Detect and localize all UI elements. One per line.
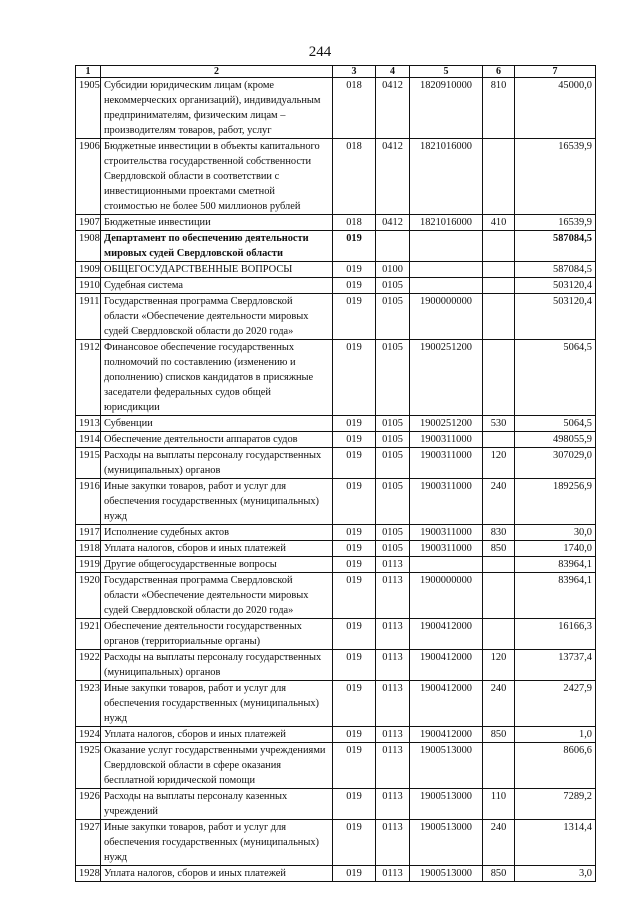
row-ministry-code: 019 — [333, 681, 376, 727]
column-header-6: 6 — [483, 66, 515, 78]
table-row — [76, 525, 596, 541]
row-target-article-code: 1821016000 — [410, 215, 483, 231]
row-name: Обеспечение деятельности аппаратов судов — [101, 432, 333, 448]
row-section-code: 0113 — [376, 866, 410, 882]
row-number: 1923 — [76, 681, 101, 727]
row-name: Уплата налогов, сборов и иных платежей — [101, 866, 333, 882]
row-target-article-code — [410, 262, 483, 278]
row-ministry-code: 019 — [333, 231, 376, 262]
row-target-article-code: 1900000000 — [410, 294, 483, 340]
row-section-code: 0113 — [376, 820, 410, 866]
row-name: Уплата налогов, сборов и иных платежей — [101, 541, 333, 557]
row-section-code: 0412 — [376, 215, 410, 231]
row-target-article-code: 1900311000 — [410, 541, 483, 557]
row-name: Субвенции — [101, 416, 333, 432]
row-expense-type-code: 830 — [483, 525, 515, 541]
row-ministry-code: 019 — [333, 557, 376, 573]
row-number: 1910 — [76, 278, 101, 294]
row-target-article-code: 1900251200 — [410, 340, 483, 416]
row-number: 1927 — [76, 820, 101, 866]
table-row — [76, 541, 596, 557]
row-amount: 2427,9 — [515, 681, 596, 727]
row-target-article-code: 1900513000 — [410, 820, 483, 866]
row-amount: 45000,0 — [515, 78, 596, 139]
row-expense-type-code — [483, 139, 515, 215]
row-amount: 587084,5 — [515, 262, 596, 278]
row-target-article-code: 1900000000 — [410, 573, 483, 619]
column-header-7: 7 — [515, 66, 596, 78]
row-number: 1913 — [76, 416, 101, 432]
table-row — [76, 215, 596, 231]
row-ministry-code: 018 — [333, 139, 376, 215]
row-section-code: 0105 — [376, 541, 410, 557]
row-section-code: 0113 — [376, 573, 410, 619]
row-ministry-code: 019 — [333, 432, 376, 448]
table-row — [76, 619, 596, 650]
row-number: 1917 — [76, 525, 101, 541]
table-row — [76, 681, 596, 727]
row-name: Исполнение судебных актов — [101, 525, 333, 541]
row-name: Судебная система — [101, 278, 333, 294]
row-expense-type-code: 240 — [483, 820, 515, 866]
table-row — [76, 650, 596, 681]
table-header-row — [76, 66, 596, 78]
row-target-article-code: 1900412000 — [410, 619, 483, 650]
table-row — [76, 557, 596, 573]
row-ministry-code: 019 — [333, 479, 376, 525]
row-name: Обеспечение деятельности государственных органов (территориальные органы) — [101, 619, 333, 650]
row-ministry-code: 019 — [333, 416, 376, 432]
table-row — [76, 432, 596, 448]
row-section-code: 0105 — [376, 479, 410, 525]
row-name: Бюджетные инвестиции в объекты капитального строительства государственной собственности Свердловской области в соответствии с инвестиционными проектами сметной стоимостью не более 500 миллионов рублей — [101, 139, 333, 215]
row-section-code: 0113 — [376, 727, 410, 743]
row-target-article-code: 1900311000 — [410, 432, 483, 448]
row-expense-type-code: 110 — [483, 789, 515, 820]
row-target-article-code: 1900513000 — [410, 789, 483, 820]
row-expense-type-code — [483, 294, 515, 340]
row-section-code: 0105 — [376, 294, 410, 340]
row-number: 1918 — [76, 541, 101, 557]
row-expense-type-code: 240 — [483, 479, 515, 525]
row-name: Субсидии юридическим лицам (кроме некоммерческих организаций), индивидуальным предпринимателям, физическим лицам – производителям товаров, работ, услуг — [101, 78, 333, 139]
row-section-code: 0105 — [376, 448, 410, 479]
row-amount: 7289,2 — [515, 789, 596, 820]
row-amount: 587084,5 — [515, 231, 596, 262]
row-amount: 83964,1 — [515, 557, 596, 573]
row-amount: 1314,4 — [515, 820, 596, 866]
row-target-article-code: 1900412000 — [410, 727, 483, 743]
table-row — [76, 416, 596, 432]
row-number: 1908 — [76, 231, 101, 262]
row-name: Другие общегосударственные вопросы — [101, 557, 333, 573]
row-name: Государственная программа Свердловской области «Обеспечение деятельности мировых судей Свердловской области до 2020 года» — [101, 573, 333, 619]
row-expense-type-code — [483, 557, 515, 573]
row-name: Расходы на выплаты персоналу казенных учреждений — [101, 789, 333, 820]
row-amount: 307029,0 — [515, 448, 596, 479]
row-number: 1914 — [76, 432, 101, 448]
row-ministry-code: 019 — [333, 789, 376, 820]
row-target-article-code: 1900311000 — [410, 479, 483, 525]
row-amount: 498055,9 — [515, 432, 596, 448]
row-number: 1909 — [76, 262, 101, 278]
row-name: Уплата налогов, сборов и иных платежей — [101, 727, 333, 743]
row-amount: 1,0 — [515, 727, 596, 743]
row-section-code: 0105 — [376, 278, 410, 294]
row-section-code: 0113 — [376, 743, 410, 789]
row-ministry-code: 019 — [333, 727, 376, 743]
row-expense-type-code — [483, 573, 515, 619]
row-amount: 8606,6 — [515, 743, 596, 789]
row-target-article-code: 1900513000 — [410, 866, 483, 882]
table-row — [76, 294, 596, 340]
row-name: Расходы на выплаты персоналу государственных (муниципальных) органов — [101, 650, 333, 681]
row-ministry-code: 019 — [333, 573, 376, 619]
row-expense-type-code: 850 — [483, 866, 515, 882]
row-number: 1906 — [76, 139, 101, 215]
row-number: 1911 — [76, 294, 101, 340]
column-header-2: 2 — [101, 66, 333, 78]
row-target-article-code: 1900513000 — [410, 743, 483, 789]
row-section-code: 0113 — [376, 619, 410, 650]
row-amount: 16539,9 — [515, 139, 596, 215]
row-name: Финансовое обеспечение государственных полномочий по составлению (изменению и дополнению) списков кандидатов в присяжные заседатели федеральных судов общей юрисдикции — [101, 340, 333, 416]
row-number: 1907 — [76, 215, 101, 231]
row-section-code: 0113 — [376, 650, 410, 681]
row-ministry-code: 019 — [333, 262, 376, 278]
row-amount: 83964,1 — [515, 573, 596, 619]
row-section-code: 0105 — [376, 416, 410, 432]
row-target-article-code: 1900311000 — [410, 525, 483, 541]
row-target-article-code: 1900412000 — [410, 650, 483, 681]
column-header-3: 3 — [333, 66, 376, 78]
table-row — [76, 231, 596, 262]
row-name: Иные закупки товаров, работ и услуг для обеспечения государственных (муниципальных) нужд — [101, 820, 333, 866]
budget-table — [75, 65, 596, 882]
row-amount: 16166,3 — [515, 619, 596, 650]
row-number: 1926 — [76, 789, 101, 820]
table-row — [76, 340, 596, 416]
row-target-article-code — [410, 278, 483, 294]
row-number: 1921 — [76, 619, 101, 650]
row-name: Иные закупки товаров, работ и услуг для обеспечения государственных (муниципальных) нужд — [101, 681, 333, 727]
row-ministry-code: 019 — [333, 340, 376, 416]
table-row — [76, 727, 596, 743]
row-name: Иные закупки товаров, работ и услуг для обеспечения государственных (муниципальных) нужд — [101, 479, 333, 525]
row-section-code: 0105 — [376, 525, 410, 541]
table-row — [76, 479, 596, 525]
row-expense-type-code — [483, 432, 515, 448]
row-target-article-code: 1820910000 — [410, 78, 483, 139]
row-amount: 30,0 — [515, 525, 596, 541]
row-ministry-code: 019 — [333, 619, 376, 650]
row-expense-type-code — [483, 278, 515, 294]
row-number: 1912 — [76, 340, 101, 416]
column-header-5: 5 — [410, 66, 483, 78]
row-expense-type-code — [483, 743, 515, 789]
table-row — [76, 278, 596, 294]
row-name: Государственная программа Свердловской области «Обеспечение деятельности мировых судей Свердловской области до 2020 года» — [101, 294, 333, 340]
row-number: 1919 — [76, 557, 101, 573]
table-row — [76, 78, 596, 139]
row-expense-type-code: 410 — [483, 215, 515, 231]
table-row — [76, 866, 596, 882]
row-ministry-code: 019 — [333, 294, 376, 340]
table-row — [76, 743, 596, 789]
row-amount: 13737,4 — [515, 650, 596, 681]
row-expense-type-code: 240 — [483, 681, 515, 727]
row-name: Бюджетные инвестиции — [101, 215, 333, 231]
row-amount: 5064,5 — [515, 416, 596, 432]
row-target-article-code — [410, 231, 483, 262]
row-section-code: 0412 — [376, 139, 410, 215]
row-amount: 503120,4 — [515, 294, 596, 340]
row-section-code: 0412 — [376, 78, 410, 139]
row-amount: 16539,9 — [515, 215, 596, 231]
row-expense-type-code: 120 — [483, 650, 515, 681]
row-target-article-code — [410, 557, 483, 573]
row-expense-type-code: 850 — [483, 541, 515, 557]
row-expense-type-code — [483, 619, 515, 650]
row-name: Департамент по обеспечению деятельности мировых судей Свердловской области — [101, 231, 333, 262]
row-expense-type-code: 850 — [483, 727, 515, 743]
row-number: 1928 — [76, 866, 101, 882]
table-row — [76, 262, 596, 278]
table-row — [76, 448, 596, 479]
column-header-1: 1 — [76, 66, 101, 78]
row-ministry-code: 019 — [333, 525, 376, 541]
row-amount: 3,0 — [515, 866, 596, 882]
row-target-article-code: 1900251200 — [410, 416, 483, 432]
row-ministry-code: 019 — [333, 448, 376, 479]
row-section-code — [376, 231, 410, 262]
table-row — [76, 789, 596, 820]
row-expense-type-code: 120 — [483, 448, 515, 479]
table-row — [76, 573, 596, 619]
row-number: 1924 — [76, 727, 101, 743]
row-name: ОБЩЕГОСУДАРСТВЕННЫЕ ВОПРОСЫ — [101, 262, 333, 278]
row-number: 1905 — [76, 78, 101, 139]
row-ministry-code: 018 — [333, 215, 376, 231]
row-ministry-code: 018 — [333, 78, 376, 139]
page-number: 244 — [308, 44, 332, 60]
row-amount: 5064,5 — [515, 340, 596, 416]
row-ministry-code: 019 — [333, 278, 376, 294]
row-section-code: 0113 — [376, 681, 410, 727]
row-number: 1915 — [76, 448, 101, 479]
row-number: 1922 — [76, 650, 101, 681]
table-row — [76, 139, 596, 215]
row-ministry-code: 019 — [333, 743, 376, 789]
row-ministry-code: 019 — [333, 820, 376, 866]
row-name: Оказание услуг государственными учреждениями Свердловской области в сфере оказания бесплатной юридической помощи — [101, 743, 333, 789]
row-section-code: 0105 — [376, 432, 410, 448]
row-expense-type-code — [483, 262, 515, 278]
row-target-article-code: 1821016000 — [410, 139, 483, 215]
row-ministry-code: 019 — [333, 866, 376, 882]
row-amount: 503120,4 — [515, 278, 596, 294]
row-number: 1916 — [76, 479, 101, 525]
row-ministry-code: 019 — [333, 541, 376, 557]
row-expense-type-code: 810 — [483, 78, 515, 139]
row-section-code: 0113 — [376, 789, 410, 820]
row-amount: 189256,9 — [515, 479, 596, 525]
row-section-code: 0100 — [376, 262, 410, 278]
row-number: 1920 — [76, 573, 101, 619]
row-amount: 1740,0 — [515, 541, 596, 557]
row-number: 1925 — [76, 743, 101, 789]
row-name: Расходы на выплаты персоналу государственных (муниципальных) органов — [101, 448, 333, 479]
row-target-article-code: 1900311000 — [410, 448, 483, 479]
row-section-code: 0113 — [376, 557, 410, 573]
row-target-article-code: 1900412000 — [410, 681, 483, 727]
row-section-code: 0105 — [376, 340, 410, 416]
row-expense-type-code — [483, 340, 515, 416]
column-header-4: 4 — [376, 66, 410, 78]
table-row — [76, 820, 596, 866]
table-body — [76, 78, 596, 882]
row-expense-type-code — [483, 231, 515, 262]
row-expense-type-code: 530 — [483, 416, 515, 432]
row-ministry-code: 019 — [333, 650, 376, 681]
